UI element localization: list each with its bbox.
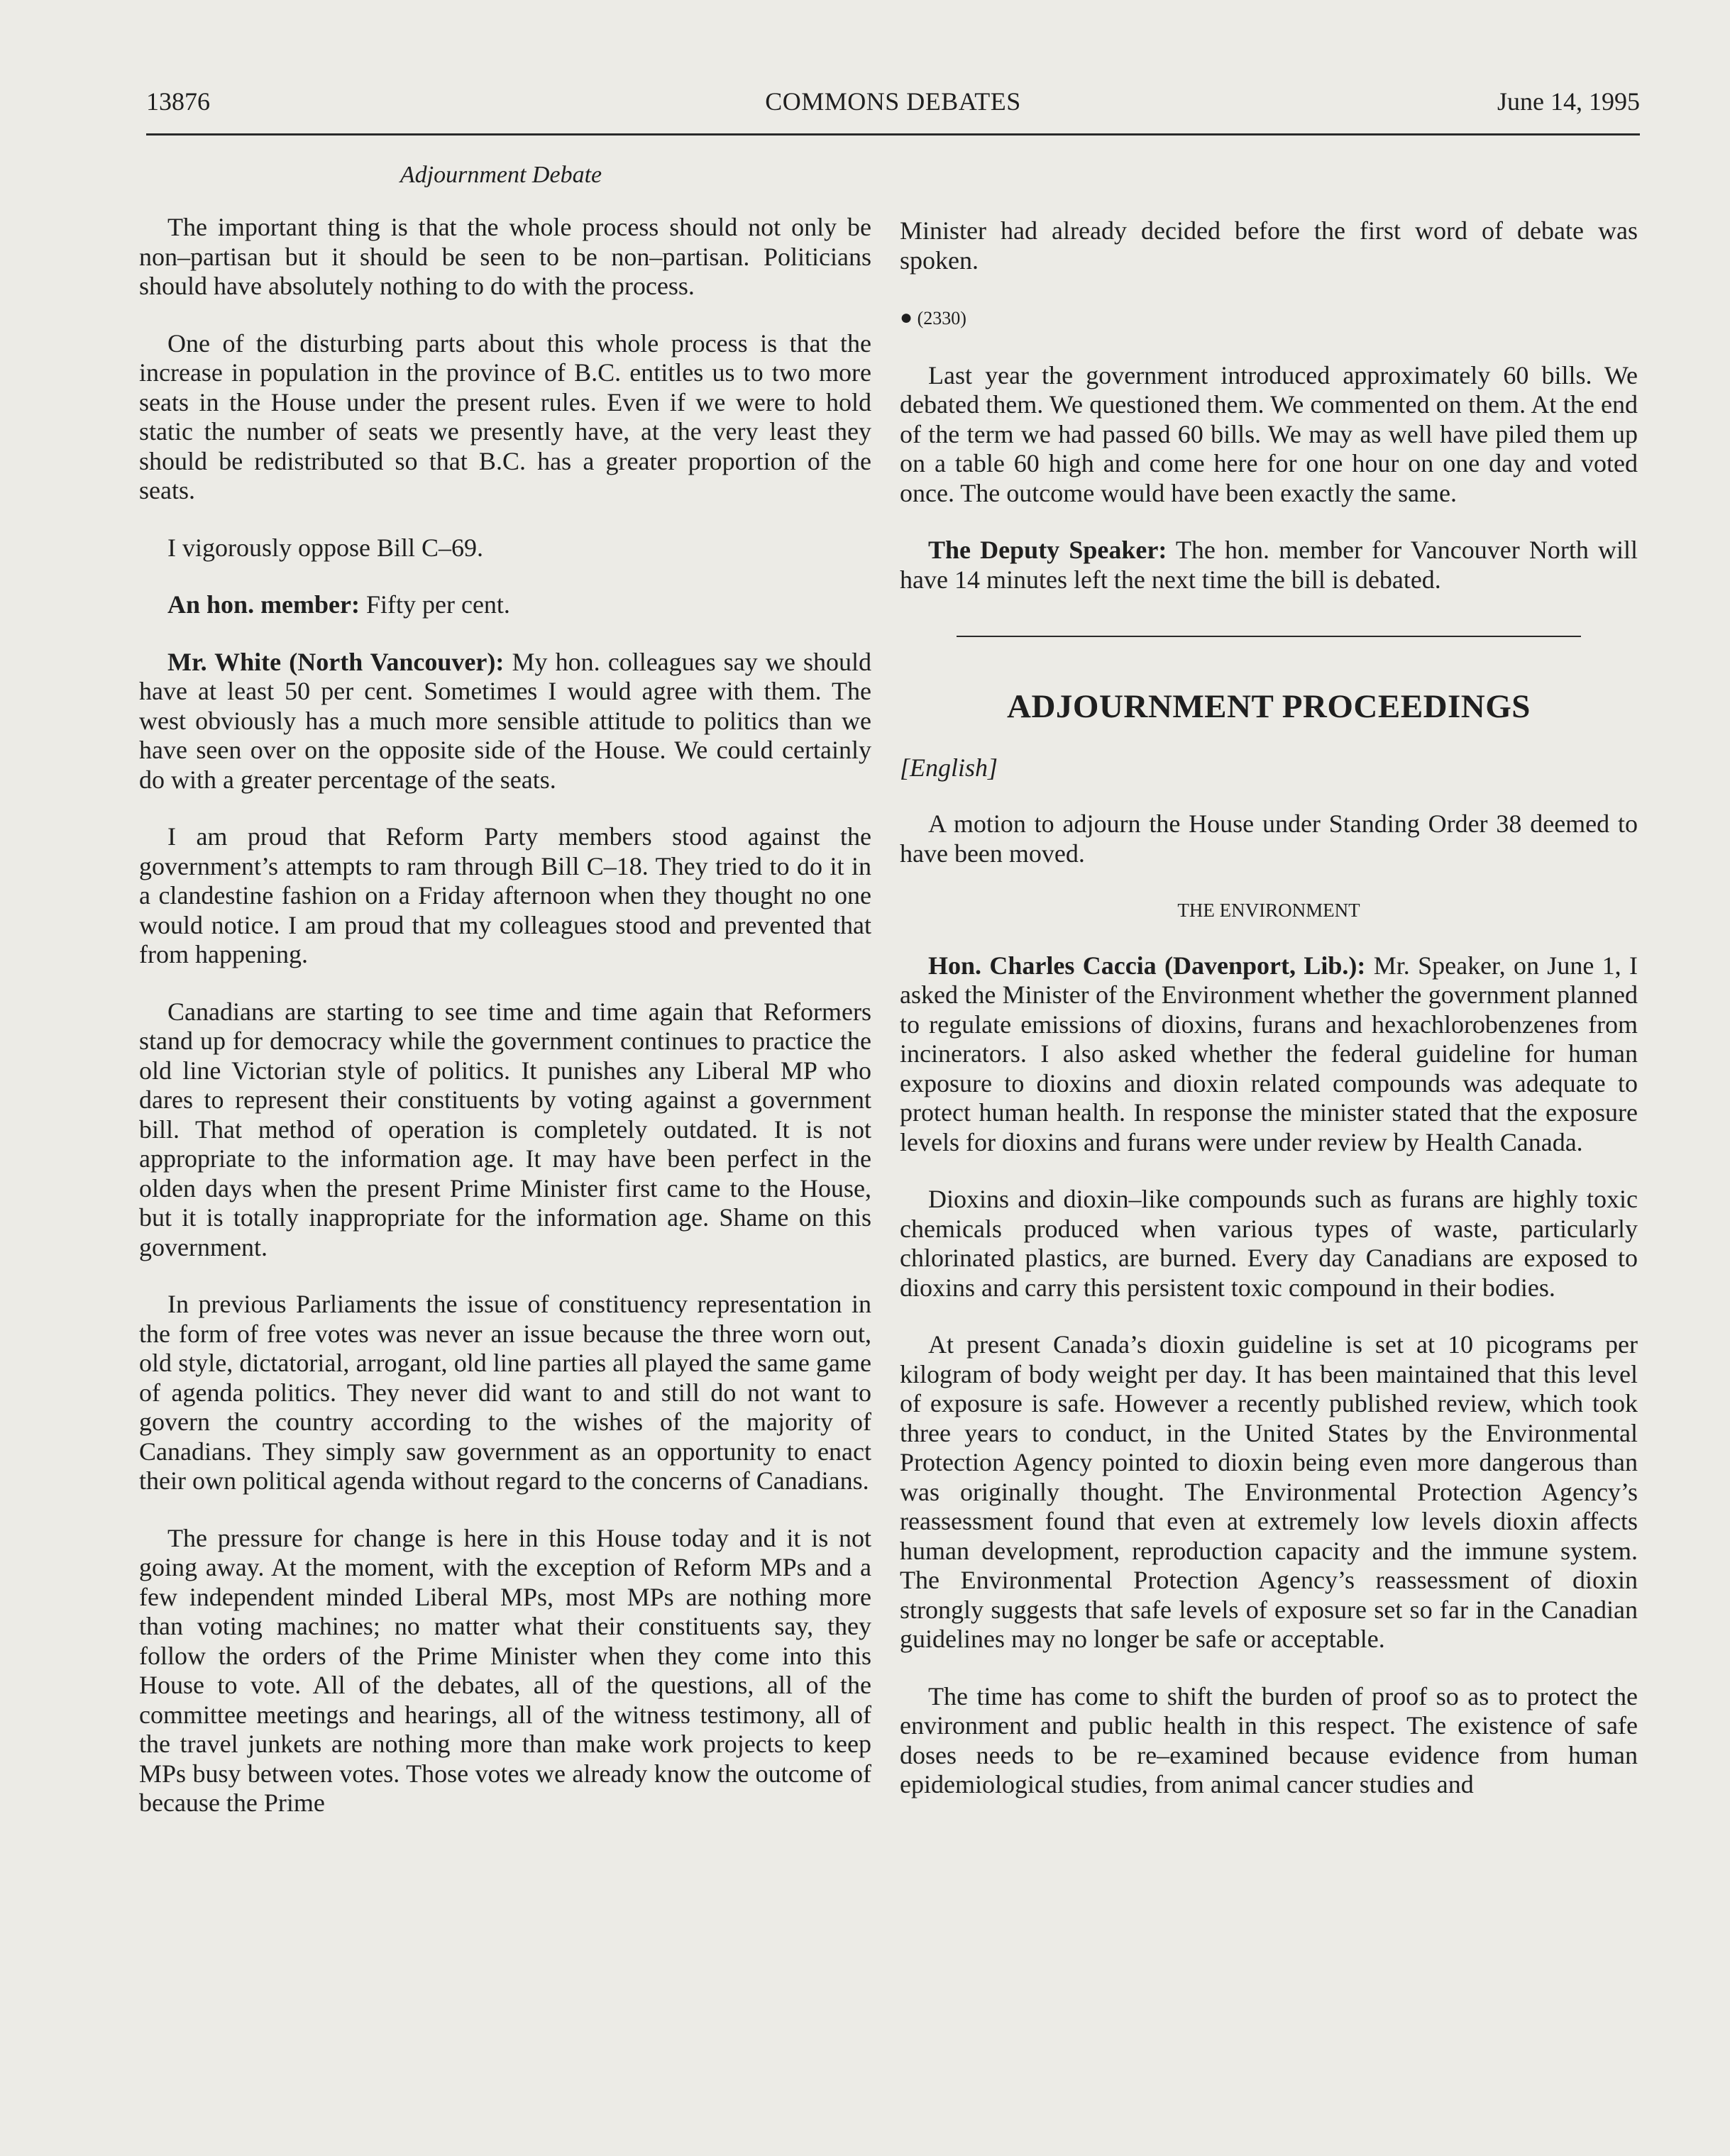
paragraph: The time has come to shift the burden of proof so as to protect the environment and public health in this respect. The existence of safe doses needs to be re–examined because evidence from human epidemiological studies, from animal cancer studies and: [900, 1681, 1638, 1798]
page-header: [146, 87, 1640, 136]
paragraph: The pressure for change is here in this House today and it is not going away. At the moment, with the exception of Reform MPs and a few independent minded Liberal MPs, most MPs are nothing more than voting machines; no matter what their constituents say, they follow the orders of the Prime Minister when they come into this House to vote. All of the debates, all of the questions, all of the committee meetings and hearings, all of the witness testimony, all of the travel junkets are nothing more than make work projects to keep MPs busy between votes. Those votes we already know the outcome of because the Prime: [139, 1523, 871, 1817]
speech-paragraph: [139, 590, 871, 620]
speech-text: The hon. member for Vancouver North will have 14 minutes left the next time the bill is debated.: [900, 536, 1638, 594]
publication-date: June 14, 1995: [1497, 87, 1640, 116]
paragraph: Last year the government introduced approximately 60 bills. We debated them. We questioned them. We commented on them. At the end of the term we had passed 60 bills. We may as well have piled them up on a table 60 high and come here for one hour on one day and voted once. The outcome would have been exactly the same.: [900, 360, 1638, 507]
right-column: [900, 216, 1638, 1828]
paragraph: I am proud that Reform Party members stood against the government’s attempts to ram through Bill C–18. They tried to do it in a clandestine fashion on a Friday afternoon when they thought no one would notice. I am proud that my colleagues stood and prevented that from happening.: [139, 822, 871, 968]
paragraph: One of the disturbing parts about this whole process is that the increase in population in the province of B.C. entitles us to two more seats in the House under the present rules. Even if we were to hold static the number of seats we presently have, at the very least they should be redistributed so that B.C. has a greater proportion of the seats.: [139, 328, 871, 504]
time-marker: [900, 303, 1638, 333]
section-label: Adjournment Debate: [400, 162, 602, 188]
subheading: THE ENVIRONMENT: [1177, 900, 1360, 921]
speech-paragraph: [900, 536, 1638, 595]
language-label: [English]: [900, 753, 998, 782]
paragraph: The important thing is that the whole process should not only be non–partisan but it should be seen to be non–partisan. Politicians should have absolutely nothing to do with the process.: [139, 213, 871, 300]
speech-text: Fifty per cent.: [359, 590, 510, 619]
paragraph: Canadians are starting to see time and time again that Reformers stand up for democracy while the government continues to practice the old line Victorian style of politics. It punishes any Liberal MP who dares to represent their constituents by voting against a government bill. That method of operation is completely outdated. It is not appropriate to the information age. It may have been perfect in the olden days when the present Prime Minister first came to the House, but it is totally inappropriate for the information age. Shame on this government.: [139, 997, 871, 1261]
speech-text: Mr. Speaker, on June 1, I asked the Minister of the Environment whether the government planned to regulate emissions of dioxins, furans and hexachlorobenzenes from incinerators. I also asked whether the federal guideline for human exposure to dioxins and dioxin related compounds was adequate to protect human health. In response the minister stated that the exposure levels for dioxins and furans were under review by Health Canada.: [900, 951, 1638, 1156]
speaker-name: Hon. Charles Caccia (Davenport, Lib.):: [928, 951, 1366, 980]
speech-paragraph: [900, 951, 1638, 1158]
publication-title: COMMONS DEBATES: [765, 87, 1021, 116]
bullet-icon: ●: [900, 306, 913, 329]
paragraph: Dioxins and dioxin–like compounds such as furans are highly toxic chemicals produced when various types of waste, particularly chlorinated plastics, are burned. Every day Canadians are exposed to dioxins and carry this persistent toxic compound in their bodies.: [900, 1185, 1638, 1302]
speech-text: My hon. colleagues say we should have at least 50 per cent. Sometimes I would agree with them. The west obviously has a much more sensible attitude to politics than we have seen over on the opposite side of the House. We could certainly do with a greater percentage of the seats.: [139, 647, 871, 794]
section-divider: [957, 636, 1581, 637]
paragraph: In previous Parliaments the issue of constituency representation in the form of free votes was never an issue because the three worn out, old style, dictatorial, arrogant, old line parties all played the same game of agenda politics. They never did want to and still do not want to govern the country according to the wishes of the majority of Canadians. They simply saw government as an opportunity to enact their own political agenda without regard to the concerns of Canadians.: [139, 1290, 871, 1495]
section-heading: ADJOURNMENT PROCEEDINGS: [1007, 688, 1531, 725]
speech-paragraph: [139, 648, 871, 795]
paragraph: Minister had already decided before the first word of debate was spoken.: [900, 216, 1638, 275]
speaker-name: Mr. White (North Vancouver):: [167, 647, 505, 676]
page-number: 13876: [146, 87, 210, 116]
speaker-name: The Deputy Speaker:: [928, 536, 1167, 564]
left-column: [139, 213, 871, 1846]
time-marker-text: (2330): [917, 308, 966, 328]
speaker-name: An hon. member:: [167, 590, 360, 619]
paragraph: I vigorously oppose Bill C–69.: [167, 533, 484, 562]
paragraph: A motion to adjourn the House under Standing Order 38 deemed to have been moved.: [900, 809, 1638, 868]
paragraph: At present Canada’s dioxin guideline is set at 10 picograms per kilogram of body weight per day. It has been maintained that this level of exposure is safe. However a recently published review, which took three years to conduct, in the United States by the Environmental Protection Agency pointed to dioxin being even more dangerous than was originally thought. The Environmental Protection Agency’s reassessment found that even at extremely low levels dioxin affects human development, reproduction capacity and the immune system. The Environmental Protection Agency’s reassessment of dioxin strongly suggests that safe levels of exposure set so far in the Canadian guidelines may no longer be safe or acceptable.: [900, 1330, 1638, 1653]
